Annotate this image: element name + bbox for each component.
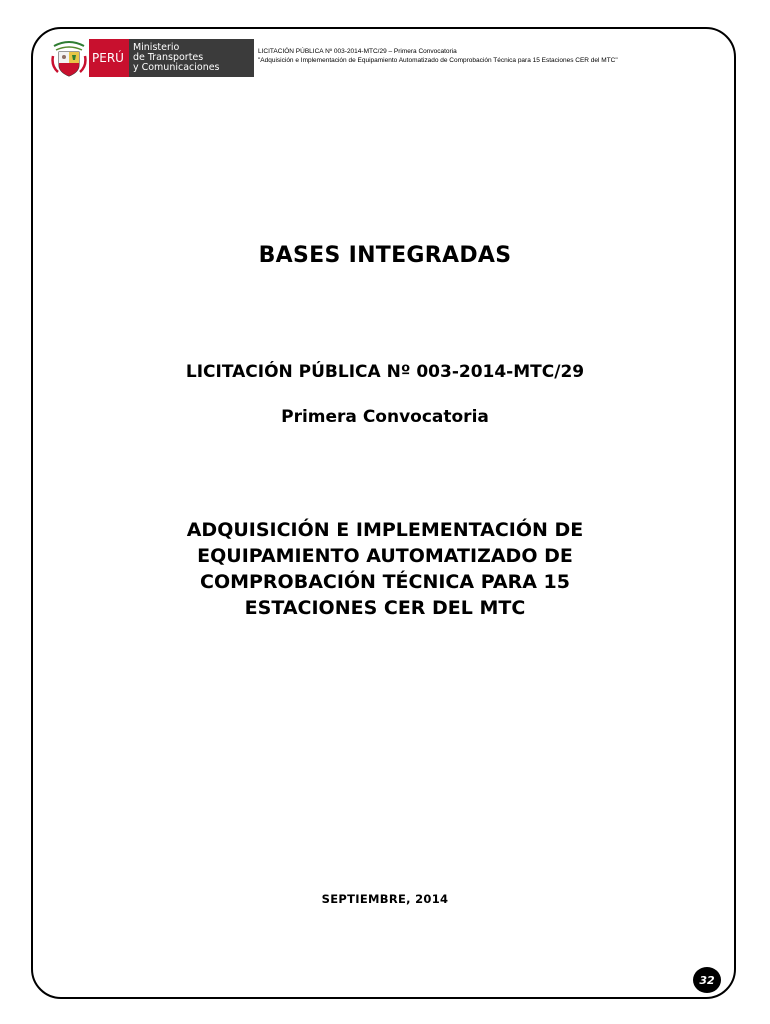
procurement-subject <box>0 517 770 621</box>
ministry-line-2: de Transportes <box>132 52 204 63</box>
header-line-2: "Adquisición e Implementación de Equipamiento Automatizado de Comprobación Técnica para 15 Estaciones CER del MTC" <box>258 57 618 64</box>
ministry-name <box>129 39 254 77</box>
document-date: SEPTIEMBRE, 2014 <box>321 892 449 906</box>
header-line-1: LICITACIÓN PÚBLICA Nº 003-2014-MTC/29 – Primera Convocatoria <box>258 48 457 55</box>
coat-of-arms-icon <box>50 38 88 78</box>
licitacion-number: LICITACIÓN PÚBLICA Nº 003-2014-MTC/29 <box>185 362 585 382</box>
subject-line-4: ESTACIONES CER DEL MTC <box>244 597 526 619</box>
subject-line-2: EQUIPAMIENTO AUTOMATIZADO DE <box>197 545 573 567</box>
page-frame <box>31 27 736 999</box>
page-number-badge: 32 <box>693 967 721 993</box>
document-title: BASES INTEGRADAS <box>258 243 512 268</box>
ministry-line-3: y Comunicaciones <box>132 62 220 73</box>
subject-line-3: COMPROBACIÓN TÉCNICA PARA 15 <box>200 571 570 593</box>
ministry-line-1: Ministerio <box>132 42 180 53</box>
convocatoria-label: Primera Convocatoria <box>281 407 489 427</box>
ministry-logo <box>50 38 254 78</box>
peru-label: PERÚ <box>89 39 129 77</box>
subject-line-1: ADQUISICIÓN E IMPLEMENTACIÓN DE <box>186 519 584 541</box>
running-header <box>258 47 698 65</box>
